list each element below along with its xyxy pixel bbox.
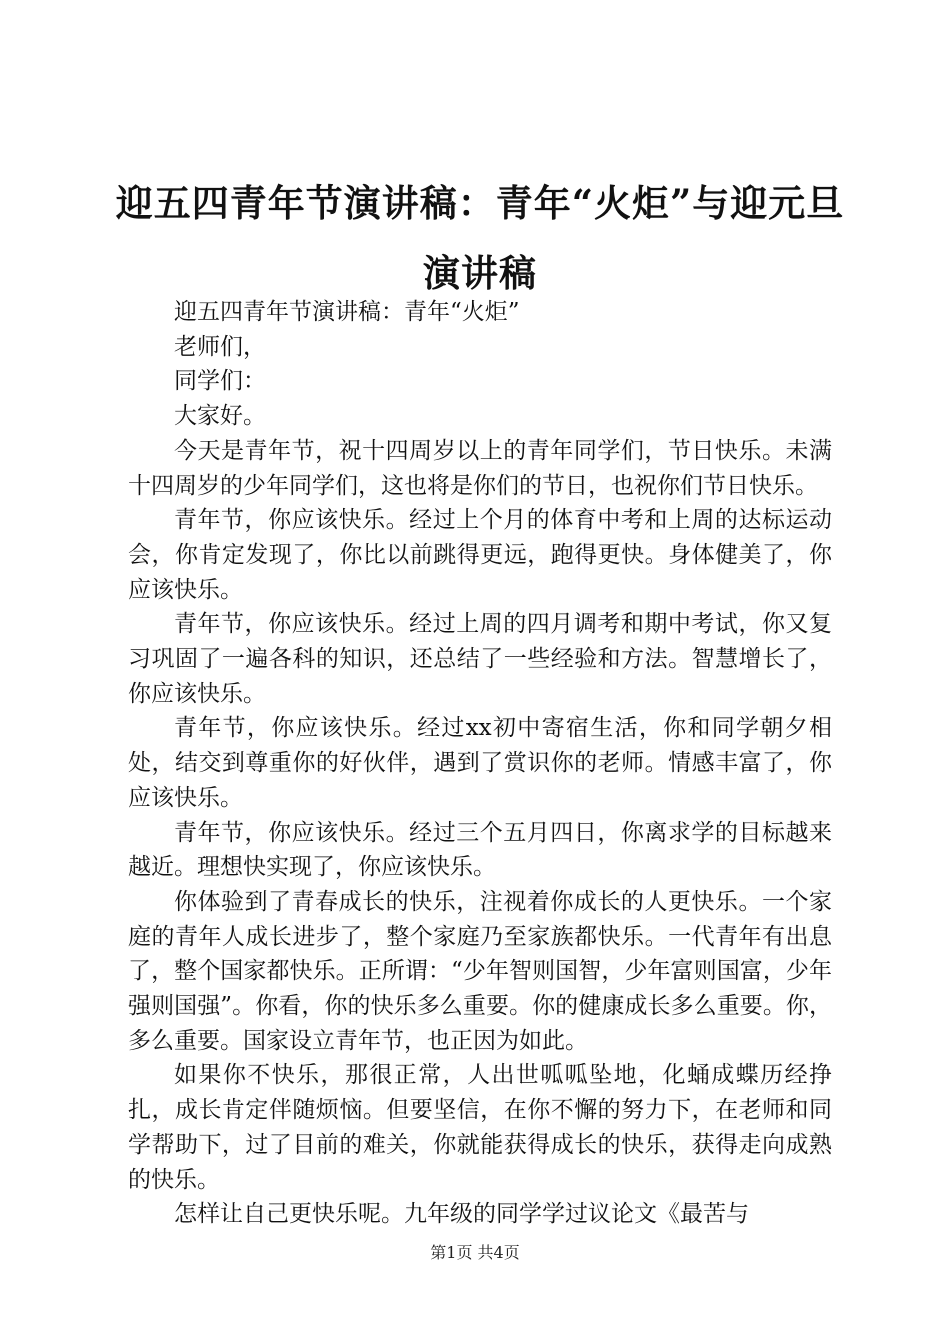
paragraph-subtitle: 迎五四青年节演讲稿：青年“火炬” xyxy=(174,299,520,325)
document-body xyxy=(128,295,832,1232)
paragraph: 怎样让自己更快乐呢。九年级的同学学过议论文《最苦与 xyxy=(174,1201,749,1228)
page-number-footer: 第1页 共4页 xyxy=(430,1243,520,1262)
paragraph-greeting-students: 同学们： xyxy=(174,368,266,395)
document-title: 迎五四青年节演讲稿：青年“火炬”与迎元旦演讲稿 xyxy=(115,181,845,295)
paragraph: 青年节，你应该快乐。经过xx初中寄宿生活，你和同学朝夕相处，结交到尊重你的好伙伴，遇到了赏识你的老师。情感丰富了，你应该快乐。 xyxy=(128,715,832,811)
paragraph: 青年节，你应该快乐。经过三个五月四日，你离求学的目标越来越近。理想快实现了，你应该快乐。 xyxy=(128,819,832,881)
paragraph: 今天是青年节，祝十四周岁以上的青年同学们，节日快乐。未满十四周岁的少年同学们，这也将是你们的节日，也祝你们节日快乐。 xyxy=(128,437,832,499)
paragraph: 青年节，你应该快乐。经过上个月的体育中考和上周的达标运动会，你肯定发现了，你比以前跳得更远，跑得更快。身体健美了，你应该快乐。 xyxy=(128,507,832,603)
paragraph: 如果你不快乐，那很正常，人出世呱呱坠地，化蛹成蝶历经挣扎，成长肯定伴随烦恼。但要坚信，在你不懈的努力下，在老师和同学帮助下，过了目前的难关，你就能获得成长的快乐，获得走向成熟的快乐。 xyxy=(128,1062,832,1193)
paragraph-greeting-teachers: 老师们， xyxy=(174,333,266,360)
paragraph: 青年节，你应该快乐。经过上周的四月调考和期中考试，你又复习巩固了一遍各科的知识，还总结了一些经验和方法。智慧增长了，你应该快乐。 xyxy=(128,611,832,707)
paragraph-greeting-all: 大家好。 xyxy=(174,403,266,430)
paragraph: 你体验到了青春成长的快乐，注视着你成长的人更快乐。一个家庭的青年人成长进步了，整个家庭乃至家族都快乐。一代青年有出息了，整个国家都快乐。正所谓：“少年智则国智，少年富则国富，少年强则国强”。你看，你的快乐多么重要。你的健康成长多么重要。你，多么重要。国家设立青年节，也正因为如此。 xyxy=(128,888,832,1054)
